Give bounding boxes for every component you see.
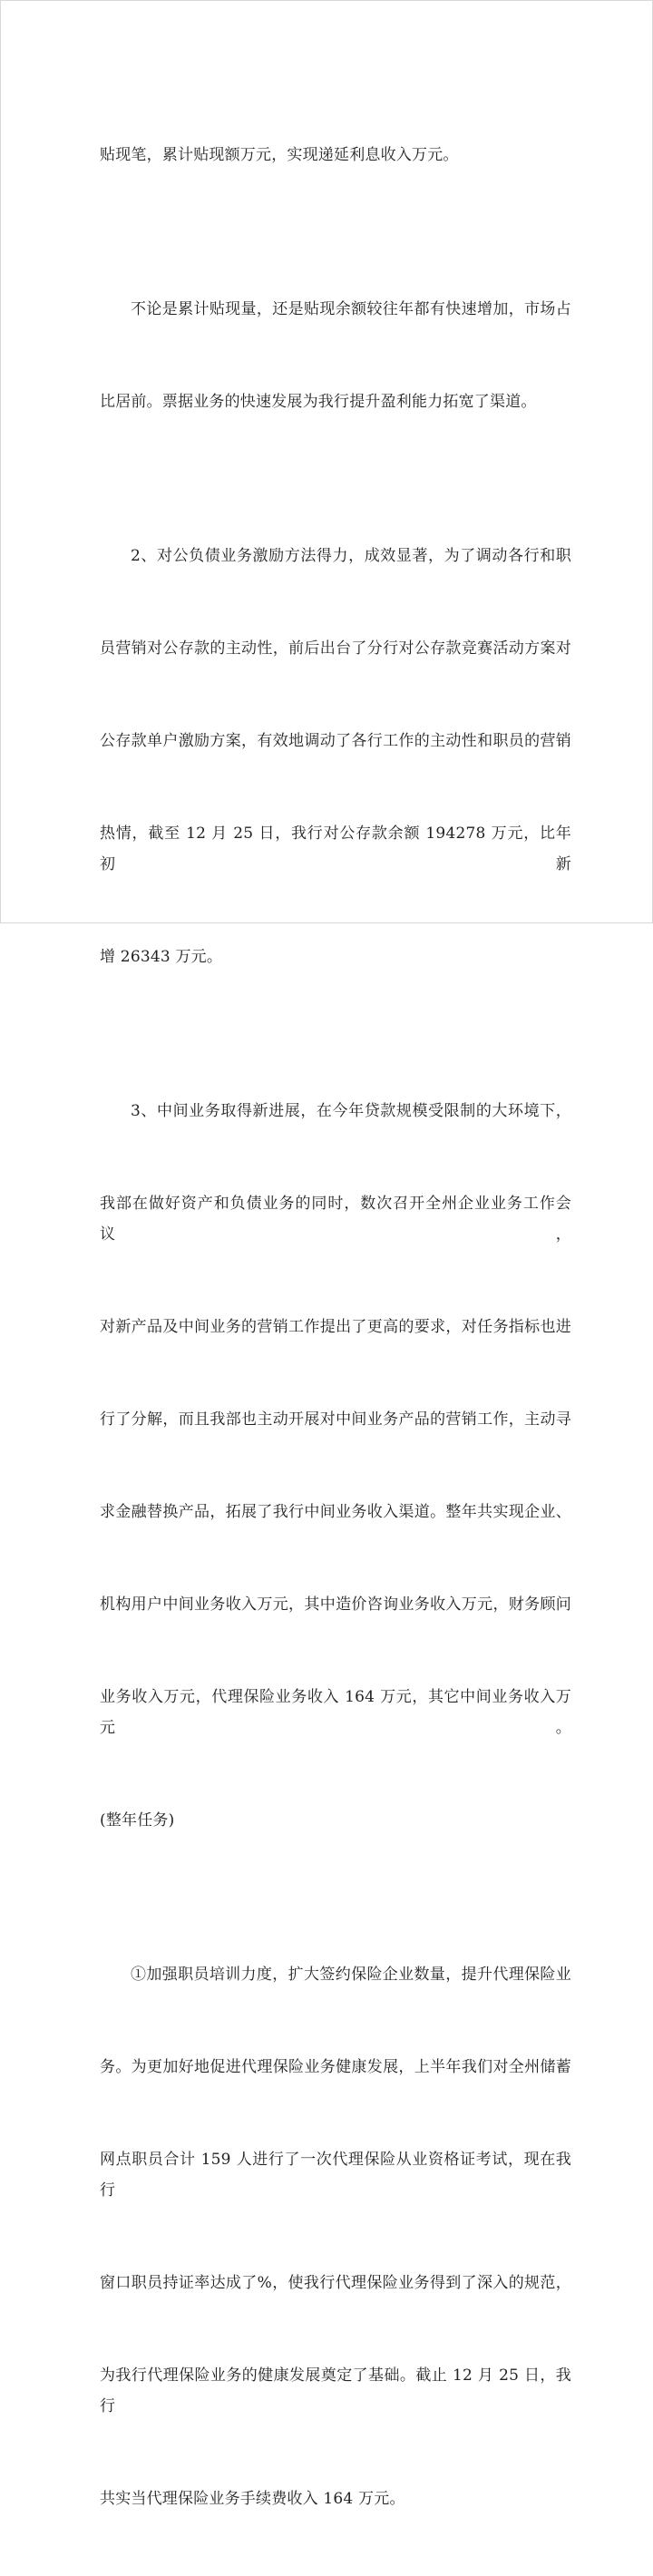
text-line: 比居前。票据业务的快速发展为我行提升盈利能力拓宽了渠道。: [100, 393, 537, 411]
paragraph-intermediary-business: [100, 1034, 571, 1898]
text-line: 业务收入万元，代理保险业务收入 164 万元，其它中间业务收入万元。: [100, 1688, 571, 1737]
paragraph-discount-summary: [100, 78, 571, 232]
text-line: 热情，截至 12 月 25 日，我行对公存款余额 194278 万元，比年初新: [100, 825, 571, 873]
text-line: 为我行代理保险业务的健康发展奠定了基础。截止 12 月 25 日，我行: [100, 2366, 571, 2415]
text-line: 3、中间业务取得新进展，在今年贷款规模受限制的大环境下，: [131, 1102, 571, 1120]
paragraph-corporate-deposits: [100, 479, 571, 1034]
text-line: 公存款单户激励方案，有效地调动了各行工作的主动性和职员的营销: [100, 732, 571, 750]
paragraph-discount-growth: [100, 232, 571, 479]
text-line: 机构用户中间业务收入万元，其中造价咨询业务收入万元，财务顾问: [100, 1595, 571, 1614]
text-line: 窗口职员持证率达成了%，使我行代理保险业务得到了深入的规范，: [100, 2274, 571, 2292]
text-line: 我部在做好资产和负债业务的同时，数次召开全州企业业务工作会议，: [100, 1195, 571, 1244]
text-line: 网点职员合计 159 人进行了一次代理保险从业资格证考试，现在我行: [100, 2151, 571, 2200]
text-line: 求金融替换产品，拓展了我行中间业务收入渠道。整年共实现企业、: [100, 1503, 571, 1521]
text-line: ①加强职员培训力度，扩大签约保险企业数量，提升代理保险业: [131, 1966, 571, 1984]
text-line: 共实当代理保险业务手续费收入 164 万元。: [100, 2490, 405, 2508]
text-line: 增 26343 万元。: [100, 948, 223, 966]
text-line: 对新产品及中间业务的营销工作提出了更高的要求，对任务指标也进: [100, 1318, 571, 1336]
text-line: 不论是累计贴现量，还是贴现余额较往年都有快速增加，市场占: [131, 300, 571, 318]
text-line: (整年任务): [100, 1811, 175, 1830]
document-body: [100, 78, 571, 2576]
text-line: 行了分解，而且我部也主动开展对中间业务产品的营销工作，主动寻: [100, 1410, 571, 1429]
text-line: 务。为更加好地促进代理保险业务健康发展，上半年我们对全州储蓄: [100, 2058, 571, 2076]
text-line: 贴现笔，累计贴现额万元，实现递延利息收入万元。: [100, 146, 459, 164]
paragraph-insurance-training: [100, 1898, 571, 2576]
text-line: 2、对公负债业务激励方法得力，成效显著，为了调动各行和职: [131, 547, 571, 565]
text-line: 员营销对公存款的主动性，前后出台了分行对公存款竞赛活动方案对: [100, 639, 571, 658]
